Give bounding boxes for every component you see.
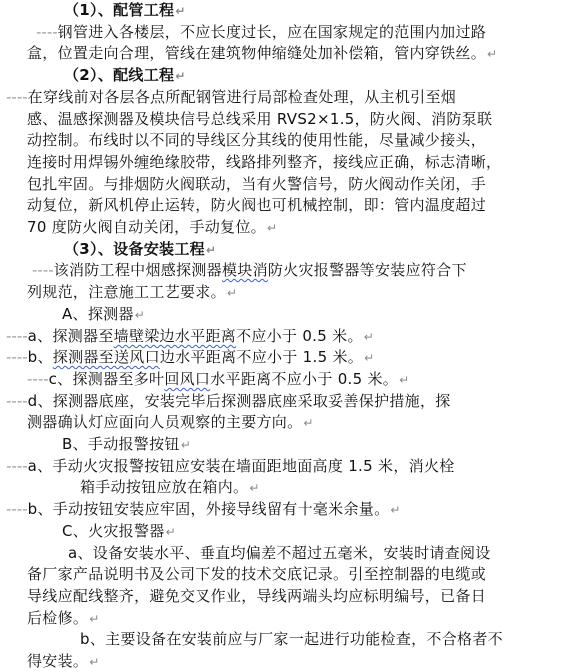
paragraph-mark-icon: ↵ — [89, 612, 100, 626]
line-text: 测器确认灯应面向人员观察的主要方向。 — [27, 413, 303, 431]
section-heading — [64, 65, 186, 85]
paragraph-mark-icon: ↵ — [175, 69, 186, 83]
text-line — [6, 87, 456, 107]
text-line — [27, 282, 237, 302]
text-line — [6, 456, 455, 476]
indent-leader: ---- — [36, 23, 58, 41]
text-line — [62, 434, 191, 454]
paragraph-mark-icon: ↵ — [134, 308, 146, 322]
line-text: 备厂家产品说明书及公司下发的技术交底记录。引至控制器的电缆或 — [27, 565, 487, 583]
paragraph-mark-icon: ↵ — [399, 373, 410, 387]
indent-leader: ---- — [6, 500, 28, 518]
text-line — [80, 629, 503, 649]
indent-leader: ---- — [6, 392, 28, 410]
line-text: 连接时用焊锡外缠绝缘胶带，线路排列整齐，接线应正确，标志清晰， — [27, 153, 502, 171]
section-heading — [64, 239, 216, 259]
line-text: 该消防工程中烟感探测器 — [53, 261, 222, 279]
section-heading — [64, 0, 186, 20]
text-line — [62, 521, 176, 541]
line-text: a、设备安装水平、垂直均偏差不超过五毫米，安装时请查阅设 — [68, 544, 491, 562]
text-line — [6, 391, 451, 411]
paragraph-mark-icon: ↵ — [205, 243, 217, 257]
text-line — [27, 412, 314, 432]
text-line — [6, 347, 374, 367]
line-text: 导线应配线整齐，避免交叉作业，导线两端头均应标明编号，已备日 — [27, 587, 487, 605]
line-text: A、探测器 — [62, 305, 134, 323]
indent-leader: ---- — [27, 370, 49, 388]
text-line — [27, 217, 277, 237]
paragraph-mark-icon: ↵ — [180, 438, 192, 452]
indent-leader: ---- — [6, 88, 28, 106]
paragraph-mark-icon: ↵ — [175, 4, 186, 18]
paragraph-mark-icon: ↵ — [303, 416, 314, 430]
line-text: 后检修。 — [27, 609, 89, 627]
line-text: b、 — [27, 348, 53, 366]
text-line — [32, 260, 467, 280]
line-text: b、主要设备在安装前应与厂家一起进行功能检查，不合格者不 — [80, 630, 503, 648]
spellcheck-underlined-text: 回风口 — [164, 370, 211, 388]
text-line — [27, 369, 409, 389]
text-line — [27, 586, 486, 606]
line-text: 感、温感探测器及模块信号总线采用 RVS2×1.5，防火阀、消防泵联 — [27, 110, 493, 128]
text-line — [36, 22, 486, 42]
line-text: 得安装。 — [27, 652, 89, 670]
paragraph-mark-icon: ↵ — [226, 286, 238, 300]
paragraph-mark-icon: ↵ — [487, 47, 498, 61]
indent-leader: ---- — [32, 261, 54, 279]
text-line — [27, 195, 486, 215]
paragraph-mark-icon: ↵ — [89, 655, 100, 669]
text-line — [27, 109, 492, 129]
line-text: （1）、配管工程 — [64, 1, 175, 19]
indent-leader: ---- — [6, 348, 28, 366]
paragraph-mark-icon: ↵ — [165, 525, 176, 539]
line-text: 盒，位置走向合理，管线在建筑物伸缩缝处加补偿箱，管内穿铁丝。 — [27, 44, 487, 62]
paragraph-mark-icon: ↵ — [249, 481, 260, 495]
line-text: 水平距离不应小于 0.5 米。 — [210, 370, 399, 388]
paragraph-mark-icon: ↵ — [390, 503, 401, 517]
line-text: 防火灾报警器等安装应符合下 — [267, 261, 467, 279]
line-text: d、探测器底座，安装完毕后探测器底座采取妥善保护措施，探 — [27, 392, 451, 410]
text-line — [27, 651, 100, 671]
line-text: （2）、配线工程 — [64, 66, 175, 84]
spellcheck-underlined-text: 墙壁梁边水平距离 — [113, 327, 237, 345]
text-line — [27, 152, 501, 172]
line-text: 包扎牢固。与排烟防火阀联动，当有火警信号，防火阀动作关闭，手 — [27, 175, 487, 193]
text-line — [80, 477, 260, 497]
text-line — [62, 304, 145, 324]
paragraph-mark-icon: ↵ — [363, 330, 375, 344]
line-text: 70 度防火阀自动关闭，手动复位。 — [27, 218, 266, 236]
line-text: 不应小于 0.5 米。 — [236, 327, 363, 345]
text-line — [6, 326, 374, 346]
line-text: 列规范，注意施工工艺要求。 — [27, 283, 226, 301]
line-text: 动控制。布线时以不同的导线区分其线的使用性能，尽量减少接头， — [27, 131, 487, 149]
line-text: C、火灾报警器 — [62, 522, 165, 540]
text-line — [27, 43, 497, 63]
line-text: 在穿线前对各层各点所配钢管进行局部检查处理，从主机引至烟 — [27, 88, 457, 106]
paragraph-mark-icon: ↵ — [266, 221, 278, 235]
text-line — [68, 543, 491, 563]
text-line — [6, 499, 401, 519]
line-text: 动复位，新风机停止运转，防火阀也可机械控制，即：管内温度超过 — [27, 196, 487, 214]
line-text: B、手动报警按钮 — [62, 435, 180, 453]
spellcheck-underlined-text: 模块消 — [221, 261, 268, 279]
indent-leader: ---- — [6, 457, 28, 475]
line-text: 箱手动按钮应放在箱内。 — [80, 478, 249, 496]
line-text: a、探测器至 — [27, 327, 114, 345]
indent-leader: ---- — [6, 327, 28, 345]
spellcheck-underlined-text: 探测器至送风口 — [52, 348, 160, 366]
paragraph-mark-icon: ↵ — [364, 351, 375, 365]
text-line — [27, 174, 486, 194]
text-line — [27, 564, 486, 584]
line-text: （3）、设备安装工程 — [64, 240, 205, 258]
line-text: c、探测器至多叶 — [48, 370, 165, 388]
text-line — [27, 608, 100, 628]
text-line — [27, 130, 486, 150]
line-text: a、手动火灾报警按钮应安装在墙面距地面高度 1.5 米，消火栓 — [27, 457, 455, 475]
line-text: 钢管进入各楼层，不应长度过长，应在国家规定的范围内加过路 — [57, 23, 487, 41]
line-text: 边水平距离不应小于 1.5 米。 — [159, 348, 364, 366]
line-text: b、手动按钮安装应牢固，外接导线留有十毫米余量。 — [27, 500, 390, 518]
